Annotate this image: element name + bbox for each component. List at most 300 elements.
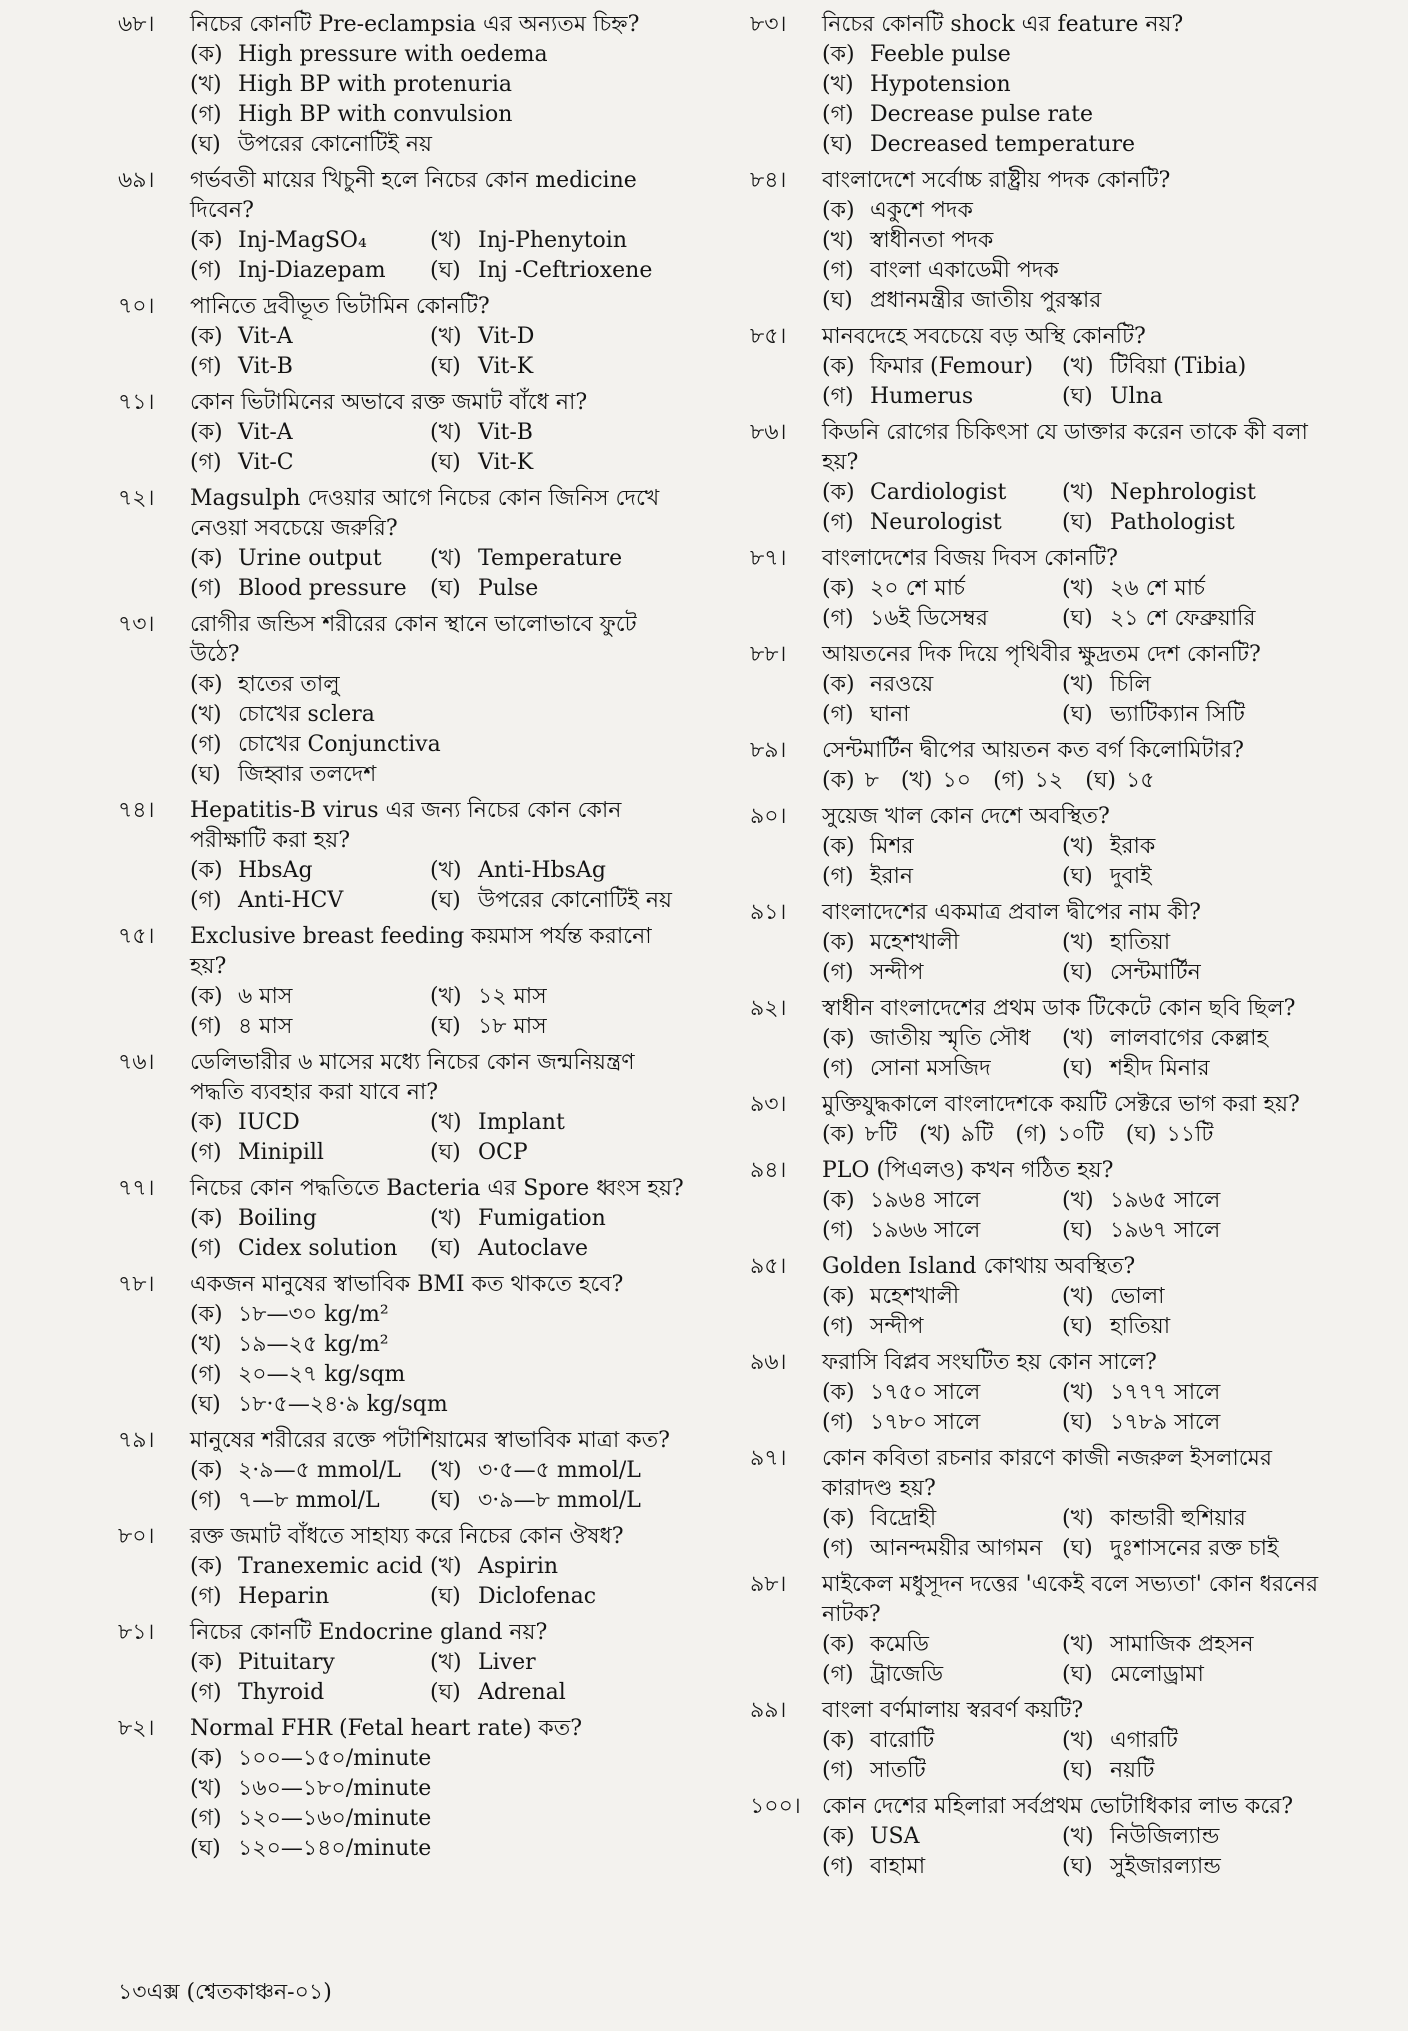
question-number: ৯৫।: [750, 1254, 787, 1279]
option-item: [822, 832, 1062, 862]
option-label: (ক): [822, 768, 855, 793]
option-item: [822, 862, 1062, 892]
question-item: [750, 1348, 1340, 1438]
question-body: [822, 802, 1340, 892]
option-item: [190, 448, 430, 478]
option-item: [1062, 958, 1340, 988]
option-label: (গ): [190, 258, 222, 283]
option-label: (ক): [822, 1122, 855, 1147]
option-item: [190, 1108, 430, 1138]
option-list: [822, 670, 1340, 730]
option-label: (ঘ): [1062, 702, 1093, 727]
option-text: Inj-MagSO₄: [238, 228, 367, 253]
option-item: [430, 226, 684, 256]
option-item: [190, 1360, 684, 1390]
question-body: [822, 640, 1340, 730]
option-label: (খ): [430, 1554, 462, 1579]
option-item: [190, 1234, 430, 1264]
question-body: [190, 922, 684, 1042]
question-item: [118, 1426, 684, 1516]
question-number: ৬৯।: [118, 168, 155, 193]
option-label: (গ): [190, 732, 222, 757]
option-text: Nephrologist: [1110, 480, 1256, 505]
question-text: মানবদেহে সবচেয়ে বড় অস্থি কোনটি?: [822, 324, 1146, 349]
option-text: একুশে পদক: [870, 198, 973, 223]
option-list: [822, 1282, 1340, 1342]
question-item: [118, 1270, 684, 1420]
option-item: [190, 70, 684, 100]
option-item: [822, 1504, 1062, 1534]
option-label: (গ): [822, 702, 854, 727]
option-text: কমেডি: [870, 1632, 929, 1657]
option-label: (খ): [1062, 1188, 1094, 1213]
option-item: [190, 1744, 684, 1774]
option-item: [822, 1852, 1062, 1882]
option-list: [822, 1024, 1340, 1084]
option-item: [430, 1456, 684, 1486]
option-text: ৮টি: [864, 1122, 898, 1147]
question-number: ৮৫।: [750, 324, 787, 349]
question-number: ৭৪।: [118, 798, 155, 823]
option-text: ১৯৬৭ সালে: [1110, 1218, 1221, 1243]
option-list: [822, 1630, 1340, 1690]
option-label: (ক): [190, 42, 223, 67]
option-list: [822, 832, 1340, 892]
option-list: [190, 544, 684, 604]
option-label: (গ): [822, 1758, 854, 1783]
option-item: [822, 574, 1062, 604]
option-text: নরওয়ে: [870, 672, 934, 697]
option-text: ১৭৮৯ সালে: [1110, 1410, 1221, 1435]
option-label: (গ): [822, 384, 854, 409]
option-label: (খ): [190, 702, 222, 727]
option-text: Feeble pulse: [870, 42, 1011, 67]
option-text: ১৯৬৫ সালে: [1110, 1188, 1221, 1213]
option-label: (খ): [1062, 1824, 1094, 1849]
option-item: [430, 1234, 684, 1264]
option-label: (খ): [822, 72, 854, 97]
option-label: (খ): [900, 768, 933, 793]
option-text: সন্দীপ: [870, 1314, 924, 1339]
question-body: [822, 1252, 1340, 1342]
option-label: (গ): [822, 606, 854, 631]
option-label: (গ): [822, 1056, 854, 1081]
option-item: [1062, 1216, 1340, 1246]
question-text: পানিতে দ্রবীভূত ভিটামিন কোনটি?: [190, 294, 490, 319]
option-item: [430, 418, 684, 448]
option-text: Pathologist: [1110, 510, 1235, 535]
option-item: [430, 448, 684, 478]
option-list: [822, 1504, 1340, 1564]
option-text: Vit-D: [478, 324, 535, 349]
option-label: (খ): [430, 1206, 462, 1231]
question-number: ৭৫।: [118, 924, 155, 949]
option-label: (ঘ): [1062, 864, 1093, 889]
option-text: ১৬০—১৮০/minute: [238, 1776, 432, 1801]
option-item: [822, 958, 1062, 988]
option-text: Pulse: [478, 576, 539, 601]
option-label: (ক): [822, 1284, 855, 1309]
option-item: [190, 418, 430, 448]
option-list: [190, 1648, 684, 1708]
option-item: [430, 1138, 684, 1168]
option-text: Pituitary: [238, 1650, 335, 1675]
option-label: (ক): [822, 42, 855, 67]
option-item: [190, 700, 684, 730]
option-label: (ক): [822, 672, 855, 697]
question-number: ৯১।: [750, 900, 787, 925]
option-text: Vit-A: [238, 420, 293, 445]
option-text: Inj-Diazepam: [238, 258, 386, 283]
question-text: কিডনি রোগের চিকিৎসা যে ডাক্তার করেন তাকে কী বলা হয়?: [822, 420, 1308, 475]
option-text: ১১টি: [1166, 1122, 1214, 1147]
option-item: [190, 982, 430, 1012]
option-label: (গ): [822, 1536, 854, 1561]
option-item: [822, 1660, 1062, 1690]
option-label: (খ): [430, 1650, 462, 1675]
option-item: [430, 1582, 684, 1612]
question-item: [750, 1444, 1340, 1564]
option-label: (গ): [822, 1218, 854, 1243]
question-body: [190, 1426, 684, 1516]
option-label: (খ): [1062, 1026, 1094, 1051]
option-text: ভোলা: [1110, 1284, 1165, 1309]
question-item: [750, 544, 1340, 634]
option-item: [430, 256, 684, 286]
option-item: [430, 322, 684, 352]
question-number: ৭১।: [118, 390, 155, 415]
option-label: (গ): [822, 1854, 854, 1879]
question-text: বাংলাদেশে সর্বোচ্চ রাষ্ট্রীয় পদক কোনটি?: [822, 168, 1171, 193]
question-body: [190, 1270, 684, 1420]
option-label: (ক): [822, 1728, 855, 1753]
option-label: (খ): [1062, 354, 1094, 379]
question-body: [822, 736, 1340, 796]
question-body: [822, 1696, 1340, 1786]
option-text: Vit-B: [238, 354, 293, 379]
option-text: ১২০—১৬০/minute: [238, 1806, 432, 1831]
question-item: [118, 166, 684, 286]
option-text: ট্রাজেডি: [870, 1662, 944, 1687]
question-text: নিচের কোনটি shock এর feature নয়?: [822, 12, 1184, 37]
option-label: (খ): [190, 72, 222, 97]
option-label: (খ): [1062, 1380, 1094, 1405]
option-item: [822, 1216, 1062, 1246]
option-text: Inj-Phenytoin: [478, 228, 627, 253]
option-text: শহীদ মিনার: [1110, 1056, 1210, 1081]
option-list: [190, 856, 684, 916]
option-label: (ঘ): [1062, 1056, 1093, 1081]
option-text: Tranexemic acid: [238, 1554, 423, 1579]
option-label: (ঘ): [430, 576, 461, 601]
option-item: [1062, 352, 1340, 382]
option-item: [1062, 508, 1340, 538]
option-text: ৩·৫—৫ mmol/L: [478, 1458, 641, 1483]
option-item: [190, 130, 684, 160]
question-item: [750, 1696, 1340, 1786]
option-list: [822, 1186, 1340, 1246]
question-item: [118, 1714, 684, 1864]
question-text: বাংলাদেশের একমাত্র প্রবাল দ্বীপের নাম কী?: [822, 900, 1201, 925]
question-text: একজন মানুষের স্বাভাবিক BMI কত থাকতে হবে?: [190, 1272, 624, 1297]
question-text: রক্ত জমাট বাঁধতে সাহায্য করে নিচের কোন ঔষধ?: [190, 1524, 624, 1549]
option-text: Vit-K: [478, 354, 534, 379]
question-number: ৯৮।: [750, 1572, 787, 1597]
option-text: ১০টি: [1056, 1122, 1104, 1147]
option-label: (ক): [190, 1458, 223, 1483]
option-item: [190, 1456, 430, 1486]
question-body: [822, 1156, 1340, 1246]
question-number: ৯২।: [750, 996, 787, 1021]
option-item: [1062, 1024, 1340, 1054]
option-item: [822, 1378, 1062, 1408]
option-item: [190, 574, 430, 604]
option-label: (খ): [430, 228, 462, 253]
question-text: ফরাসি বিপ্লব সংঘটিত হয় কোন সালে?: [822, 1350, 1157, 1375]
option-text: Implant: [478, 1110, 565, 1135]
option-label: (ঘ): [190, 1836, 221, 1861]
option-item: [822, 130, 1340, 160]
option-text: হাতিয়া: [1110, 1314, 1171, 1339]
option-label: (ক): [822, 1380, 855, 1405]
question-text: কোন কবিতা রচনার কারণে কাজী নজরুল ইসলামের কারাদণ্ড হয়?: [822, 1446, 1272, 1501]
option-item: [822, 1186, 1062, 1216]
option-text: IUCD: [238, 1110, 300, 1135]
option-text: সুইজারল্যান্ড: [1110, 1854, 1221, 1879]
option-text: Temperature: [478, 546, 623, 571]
question-columns: [118, 10, 1388, 1882]
option-text: Decreased temperature: [870, 132, 1136, 157]
option-text: চোখের Conjunctiva: [238, 732, 441, 757]
option-item: [1062, 1312, 1340, 1342]
question-number: ৮৮।: [750, 642, 787, 667]
option-item: [190, 1774, 684, 1804]
option-item: [1062, 1726, 1340, 1756]
question-item: [118, 1048, 684, 1168]
option-item: [190, 1804, 684, 1834]
option-text: ১৫: [1126, 768, 1155, 793]
option-text: ৬ মাস: [238, 984, 293, 1009]
option-item: [1062, 832, 1340, 862]
option-text: ইরান: [870, 864, 914, 889]
option-label: (ক): [822, 354, 855, 379]
option-item: [822, 1726, 1062, 1756]
option-item: [190, 1138, 430, 1168]
option-label: (ঘ): [1062, 606, 1093, 631]
option-item: [1062, 862, 1340, 892]
option-label: (খ): [1062, 672, 1094, 697]
option-item: [822, 226, 1340, 256]
question-number: ৭৯।: [118, 1428, 155, 1453]
option-item: [822, 1282, 1062, 1312]
question-body: [190, 484, 684, 604]
option-item: [822, 508, 1062, 538]
option-item: [430, 1552, 684, 1582]
option-item: [430, 886, 684, 916]
option-list: [190, 670, 684, 790]
option-text: সামাজিক প্রহসন: [1110, 1632, 1254, 1657]
page-footer: ১৩এক্স (শ্বেতকাঞ্চন-০১): [118, 1980, 332, 2005]
option-label: (খ): [1062, 930, 1094, 955]
option-label: (ঘ): [1062, 1662, 1093, 1687]
option-label: (খ): [1062, 1632, 1094, 1657]
option-text: Minipill: [238, 1140, 324, 1165]
option-item: [430, 1486, 684, 1516]
question-item: [750, 994, 1340, 1084]
option-item: [430, 1648, 684, 1678]
option-label: (গ): [190, 450, 222, 475]
option-label: (খ): [430, 858, 462, 883]
question-body: [190, 610, 684, 790]
option-list: [822, 352, 1340, 412]
option-text: দুবাই: [1110, 864, 1152, 889]
option-text: জাতীয় স্মৃতি সৌধ: [870, 1026, 1031, 1051]
question-number: ৯৪।: [750, 1158, 787, 1183]
option-label: (গ): [1015, 1122, 1047, 1147]
option-text: Vit-K: [478, 450, 534, 475]
option-item: [190, 256, 430, 286]
question-item: [118, 10, 684, 160]
option-label: (ক): [190, 1650, 223, 1675]
option-label: (ঘ): [430, 1014, 461, 1039]
option-text: টিবিয়া (Tibia): [1110, 354, 1247, 379]
option-label: (ক): [190, 858, 223, 883]
option-text: Vit-B: [478, 420, 533, 445]
option-label: (ঘ): [1062, 1758, 1093, 1783]
option-item: [1062, 1630, 1340, 1660]
question-number: ৯৩।: [750, 1092, 787, 1117]
option-item: [822, 1024, 1062, 1054]
option-item: [1062, 382, 1340, 412]
question-item: [118, 292, 684, 382]
question-item: [750, 166, 1340, 316]
option-text: Aspirin: [478, 1554, 559, 1579]
option-text: ভ্যাটিক্যান সিটি: [1110, 702, 1245, 727]
option-text: ১২ মাস: [478, 984, 547, 1009]
option-label: (ঘ): [430, 1584, 461, 1609]
option-item: [1062, 670, 1340, 700]
question-number: ৯৯।: [750, 1698, 787, 1723]
question-text: রোগীর জন্ডিস শরীরের কোন স্থানে ভালোভাবে ফুটে উঠে?: [190, 612, 637, 667]
options-inline: [822, 1120, 1340, 1150]
option-list: [822, 1822, 1340, 1882]
option-label: (খ): [919, 1122, 951, 1147]
option-text: ইরাক: [1110, 834, 1156, 859]
option-item: [190, 1834, 684, 1864]
option-item: [822, 70, 1340, 100]
question-number: ৮৩।: [750, 12, 787, 37]
option-label: (গ): [822, 510, 854, 535]
option-text: Vit-C: [238, 450, 294, 475]
option-text: ১৯৬৪ সালে: [870, 1188, 981, 1213]
option-list: [190, 1552, 684, 1612]
option-item: [190, 322, 430, 352]
question-text: Normal FHR (Fetal heart rate) কত?: [190, 1716, 583, 1741]
left-column: [118, 10, 684, 1882]
option-text: বাংলা একাডেমী পদক: [870, 258, 1059, 283]
option-label: (ঘ): [430, 354, 461, 379]
option-item: [190, 1678, 430, 1708]
option-text: Neurologist: [870, 510, 1002, 535]
option-item: [1062, 604, 1340, 634]
option-text: Diclofenac: [478, 1584, 597, 1609]
option-text: স্বাধীনতা পদক: [870, 228, 994, 253]
option-item: [822, 1756, 1062, 1786]
question-body: [822, 322, 1340, 412]
option-label: (ঘ): [1062, 960, 1093, 985]
option-label: (খ): [430, 420, 462, 445]
question-text: Magsulph দেওয়ার আগে নিচের কোন জিনিস দেখে নেওয়া সবচেয়ে জরুরি?: [190, 486, 660, 541]
option-label: (খ): [430, 546, 462, 571]
option-item: [190, 1012, 430, 1042]
question-number: ৭৭।: [118, 1176, 155, 1201]
option-item: [822, 1534, 1062, 1564]
option-item: [190, 1648, 430, 1678]
option-label: (খ): [1062, 576, 1094, 601]
option-item: [190, 1300, 684, 1330]
option-text: চোখের sclera: [238, 702, 375, 727]
option-text: ২০—২৭ kg/sqm: [238, 1362, 406, 1387]
option-item: [190, 100, 684, 130]
option-item: [190, 1390, 684, 1420]
option-item: [822, 670, 1062, 700]
option-text: ২১ শে ফেব্রুয়ারি: [1110, 606, 1256, 631]
question-text: আয়তনের দিক দিয়ে পৃথিবীর ক্ষুদ্রতম দেশ কোনটি?: [822, 642, 1261, 667]
question-item: [118, 484, 684, 604]
option-item: [822, 256, 1340, 286]
option-text: Boiling: [238, 1206, 317, 1231]
option-text: ১৮—৩০ kg/m²: [238, 1302, 389, 1327]
question-text: বাংলা বর্ণমালায় স্বরবর্ণ কয়টি?: [822, 1698, 1084, 1723]
question-body: [190, 292, 684, 382]
option-item: [1062, 478, 1340, 508]
question-text: কোন দেশের মহিলারা সর্বপ্রথম ভোটাধিকার লাভ করে?: [822, 1794, 1294, 1819]
option-item: [822, 40, 1340, 70]
option-label: (গ): [190, 102, 222, 127]
option-text: হাতিয়া: [1110, 930, 1171, 955]
option-item: [1062, 1660, 1340, 1690]
option-item: [190, 1582, 430, 1612]
question-number: ৭২।: [118, 486, 155, 511]
option-text: Liver: [478, 1650, 536, 1675]
option-label: (গ): [822, 1410, 854, 1435]
option-label: (ক): [822, 834, 855, 859]
question-body: [190, 796, 684, 916]
option-text: চিলি: [1110, 672, 1151, 697]
question-text: Golden Island কোথায় অবস্থিত?: [822, 1254, 1136, 1279]
question-number: ৮২।: [118, 1716, 155, 1741]
option-label: (গ): [190, 354, 222, 379]
option-text: HbsAg: [238, 858, 313, 883]
question-text: বাংলাদেশের বিজয় দিবস কোনটি?: [822, 546, 1118, 571]
option-item: [822, 1312, 1062, 1342]
option-text: মহেশখালী: [870, 1284, 960, 1309]
option-text: High BP with protenuria: [238, 72, 513, 97]
option-item: [190, 760, 684, 790]
option-item: [190, 730, 684, 760]
option-text: Ulna: [1110, 384, 1163, 409]
question-number: ৯৭।: [750, 1446, 787, 1471]
option-label: (ক): [190, 324, 223, 349]
question-item: [750, 1792, 1340, 1882]
option-item: [1062, 1186, 1340, 1216]
option-list: [822, 1726, 1340, 1786]
option-text: নিউজিল্যান্ড: [1110, 1824, 1220, 1849]
option-text: ১০০—১৫০/minute: [238, 1746, 432, 1771]
option-label: (ক): [190, 672, 223, 697]
option-label: (খ): [190, 1776, 222, 1801]
question-text: নিচের কোনটি Pre-eclampsia এর অন্যতম চিহ্ন?: [190, 12, 640, 37]
